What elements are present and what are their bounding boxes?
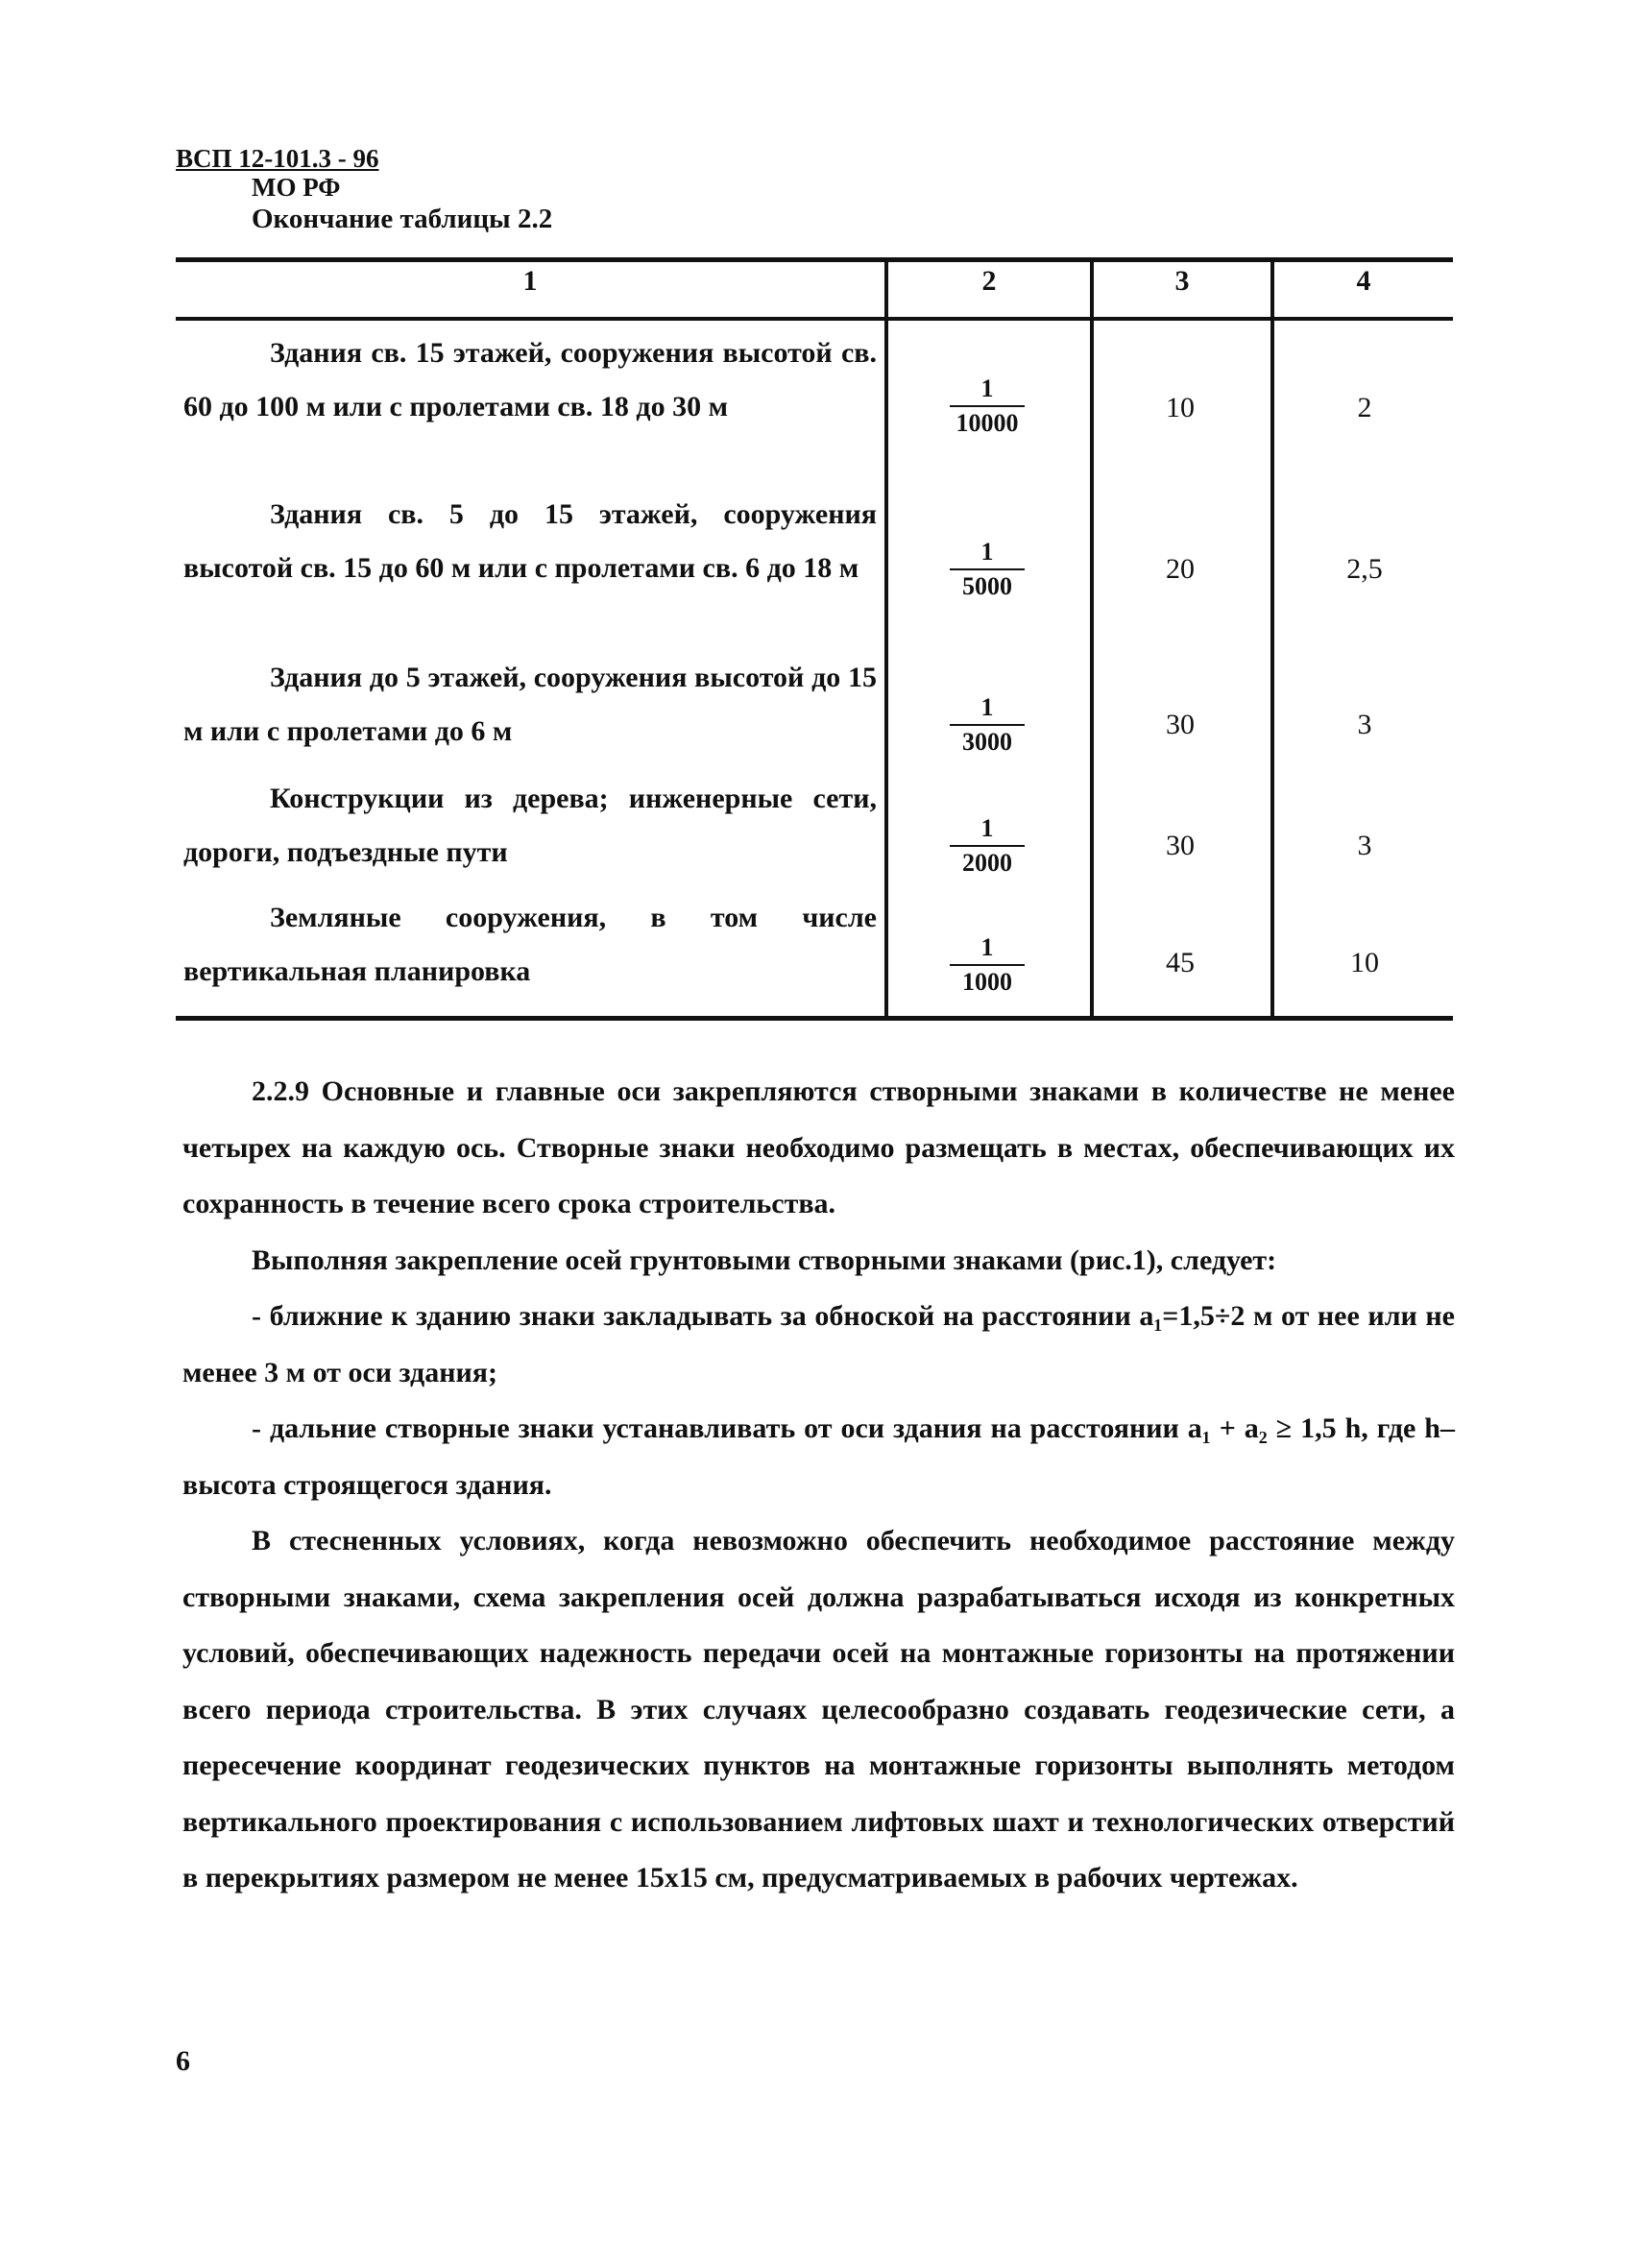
column-header-3: 3	[1174, 265, 1190, 297]
paragraph-constrained-conditions: В стесненных условиях, когда невозможно обеспечить необходимое расстояние между створными знаками, схема закрепления осей должна разрабатываться исходя из конкретных условий, обеспечивающих надежность передачи осей на монтажные горизонты на протяжении всего периода строительства. В этих случаях целесообразно создавать геодезические сети, а пересечение координат геодезических пунктов на монтажные горизонты выполнять методом вертикального проектирования с использованием лифтовых шахт и технологических отверстий в перекрытиях размером не менее 15х15 см, предусматриваемых в рабочих чертежах.	[182, 1525, 1455, 1894]
column-divider-1	[884, 257, 888, 1021]
value-col3: 10	[1166, 392, 1195, 423]
organization-label: МО РФ	[252, 173, 341, 202]
column-divider-2	[1090, 257, 1094, 1021]
paragraph-2-2-9: 2.2.9 Основные и главные оси закрепляются створными знаками в количестве не менее четырех на каждую ось. Створные знаки необходимо размещать в местах, обеспечивающих их сохранность в течение всего срока строительства.	[182, 1075, 1455, 1219]
ratio-fraction: 1 5000	[915, 538, 1059, 601]
list-item-far-marks: - дальние створные знаки устанавливать от оси здания на расстоянии a₁ + a₂ ≥ 1,5 h, где h–высота строящегося здания.	[182, 1412, 1455, 1501]
table-header-rule	[176, 317, 1453, 321]
value-col3: 30	[1166, 830, 1195, 861]
row-description: Здания св. 5 до 15 этажей, сооружения высотой св. 15 до 60 м или с пролетами св. 6 до 18 м	[183, 498, 877, 584]
data-table	[176, 257, 1453, 1021]
page-number: 6	[176, 2045, 190, 2077]
value-col3: 20	[1166, 553, 1195, 585]
value-col3: 45	[1166, 947, 1195, 978]
paragraph-procedure-intro: Выполняя закрепление осей грунтовыми створными знаками (рис.1), следует:	[252, 1243, 1277, 1276]
column-divider-3	[1270, 257, 1274, 1021]
list-item-near-marks: - ближние к зданию знаки закладывать за обноской на расстоянии a₁=1,5÷2 м от нее или не менее 3 м от оси здания;	[182, 1300, 1455, 1388]
value-col4: 2	[1357, 392, 1372, 423]
column-header-2: 2	[981, 265, 997, 297]
value-col4: 3	[1357, 830, 1372, 861]
row-description: Конструкции из дерева; инженерные сети, дороги, подъездные пути	[183, 783, 877, 868]
row-description: Здания св. 15 этажей, сооружения высотой св. 60 до 100 м или с пролетами св. 18 до 30 м	[183, 337, 877, 422]
ratio-fraction: 1 3000	[915, 693, 1059, 757]
column-header-1: 1	[522, 265, 538, 297]
table-top-rule	[176, 257, 1453, 262]
row-description: Здания до 5 этажей, сооружения высотой до 15 м или с пролетами до 6 м	[183, 662, 877, 747]
ratio-fraction: 1 1000	[915, 933, 1059, 997]
column-header-4: 4	[1356, 265, 1371, 297]
table-caption: Окончание таблицы 2.2	[252, 204, 553, 234]
table-bottom-rule	[176, 1016, 1453, 1021]
row-description: Земляные сооружения, в том числе вертикальная планировка	[183, 902, 877, 987]
ratio-fraction: 1 2000	[915, 814, 1059, 878]
value-col4: 2,5	[1346, 553, 1383, 585]
value-col4: 3	[1357, 709, 1372, 740]
document-code: ВСП 12-101.3 - 96	[176, 144, 379, 173]
value-col3: 30	[1166, 709, 1195, 740]
ratio-fraction: 1 10000	[915, 374, 1059, 438]
body-text	[182, 1064, 1455, 1907]
value-col4: 10	[1350, 947, 1379, 978]
